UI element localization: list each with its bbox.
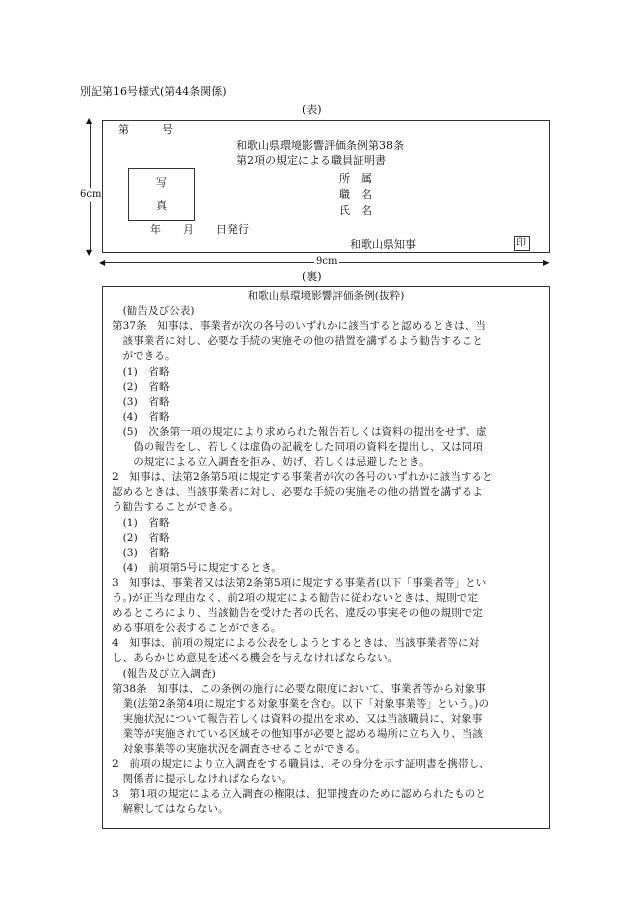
height-dimension-label: 6cm	[80, 189, 102, 200]
back-text-line: 関係者に提示しなければならない。	[112, 773, 293, 786]
field-affiliation-label: 所 属	[339, 172, 372, 185]
back-text-line: 認めるときは、当該事業者に対し、必要な手続の実施その他の措置を講ずるよ	[112, 486, 483, 499]
card-title-line1: 和歌山県環境影響評価条例第38条	[236, 139, 404, 152]
back-text-line: 業(法第2条第4項に規定する対象事業を含む。以下「対象事業等」という。)の	[112, 697, 490, 710]
photo-label-2: 真	[156, 199, 167, 212]
back-text-line: 3 第1項の規定による立入調査の権限は、犯罪捜査のために認められたものと	[112, 788, 486, 801]
back-text-line: し、あらかじめ意見を述べる機会を与えなければならない。	[112, 652, 399, 665]
field-name-label: 氏 名	[339, 204, 372, 217]
back-text-line: 実施状況について報告若しくは資料の提出を求め、又は当該職員に、対象事	[112, 712, 483, 725]
field-title-label: 職 名	[339, 188, 372, 201]
width-arrow-left-icon: ◀	[99, 258, 106, 267]
back-side-label: (裏)	[302, 270, 322, 283]
back-text-line: 3 知事は、事業者又は法第2条第5項に規定する事業者(以下「事業者等」とい	[112, 576, 487, 589]
back-text-line: 業等が実施されている区域その他知事が必要と認める場所に立ち入り、当該	[112, 727, 483, 740]
card-title-line2: 第2項の規定による職員証明書	[236, 154, 386, 167]
back-text-line: (2) 省略	[112, 531, 170, 544]
back-text-line: める事項を公表することができる。	[112, 622, 282, 635]
back-text-line: う。)が正当な理由なく、前2項の規定による勧告に従わないときは、規則で定	[112, 592, 478, 604]
back-text-line: (1) 省略	[112, 516, 170, 529]
form-label: 別記第16号様式(第44条関係)	[80, 85, 227, 98]
issuer-label: 和歌山県知事	[350, 238, 416, 251]
seal-label: 印	[516, 238, 526, 249]
width-dimension-label: 9cm	[316, 256, 338, 267]
back-text-line: (5) 次条第一項の規定により求められた報告若しくは資料の提出をせず、虚	[112, 425, 487, 438]
back-text-line: 該事業者に対し、必要な手続の実施その他の措置を講ずるよう勧告すること	[112, 335, 483, 348]
back-text-line: (3) 省略	[112, 395, 170, 408]
issue-date-label: 年 月 日発行	[150, 223, 249, 236]
height-dimension-line	[90, 121, 91, 251]
width-arrow-right-icon: ▶	[543, 258, 550, 267]
card-number-label: 第 号	[118, 123, 173, 136]
back-text-line: の規定による立入調査を拒み、妨げ、若しくは忌避したとき。	[112, 456, 430, 469]
back-text-line: 2 知事は、法第2条第5項に規定する事業者が次の各号のいずれかに該当すると	[112, 471, 493, 484]
back-text-line: 偽の報告をし、若しくは虚偽の記載をした同項の資料を提出し、又は同項	[112, 441, 483, 453]
back-text-line: ができる。	[112, 350, 176, 363]
front-side-label: (表)	[302, 103, 322, 116]
photo-label-1: 写	[156, 176, 167, 189]
back-text-line: (報告及び立入調査)	[112, 667, 216, 680]
back-text-line: (2) 省略	[112, 380, 170, 393]
back-text-line: (4) 前項第5号に規定するとき。	[112, 561, 282, 574]
height-arrow-top-icon: ▲	[86, 116, 93, 125]
back-text-line: 解釈してはならない。	[112, 803, 229, 816]
height-arrow-bottom-icon: ▼	[86, 248, 93, 257]
back-text-line: う勧告することができる。	[112, 501, 240, 514]
back-text-line: (1) 省略	[112, 365, 170, 378]
back-text-line: 2 前項の規定により立入調査をする職員は、その身分を示す証明書を携帯し、	[112, 758, 490, 771]
back-text-line: 4 知事は、前項の規定による公表をしようとするときは、当該事業者等に対	[112, 637, 480, 650]
back-title: 和歌山県環境影響評価条例(抜粋)	[247, 290, 405, 302]
back-text-line: (勧告及び公表)	[112, 305, 195, 318]
back-text-line: (3) 省略	[112, 546, 170, 559]
back-text-line: (4) 省略	[112, 410, 170, 423]
back-text-line: 第37条 知事は、事業者が次の各号のいずれかに該当すると認めるときは、当	[112, 320, 486, 333]
back-text-line: めるところにより、当該勧告を受けた者の氏名、違反の事実その他の規則で定	[112, 607, 483, 620]
back-text-line: 第38条 知事は、この条例の施行に必要な限度において、事業者等から対象事	[112, 682, 486, 695]
back-text-line: 対象事業等の実施状況を調査させることができる。	[112, 743, 367, 755]
